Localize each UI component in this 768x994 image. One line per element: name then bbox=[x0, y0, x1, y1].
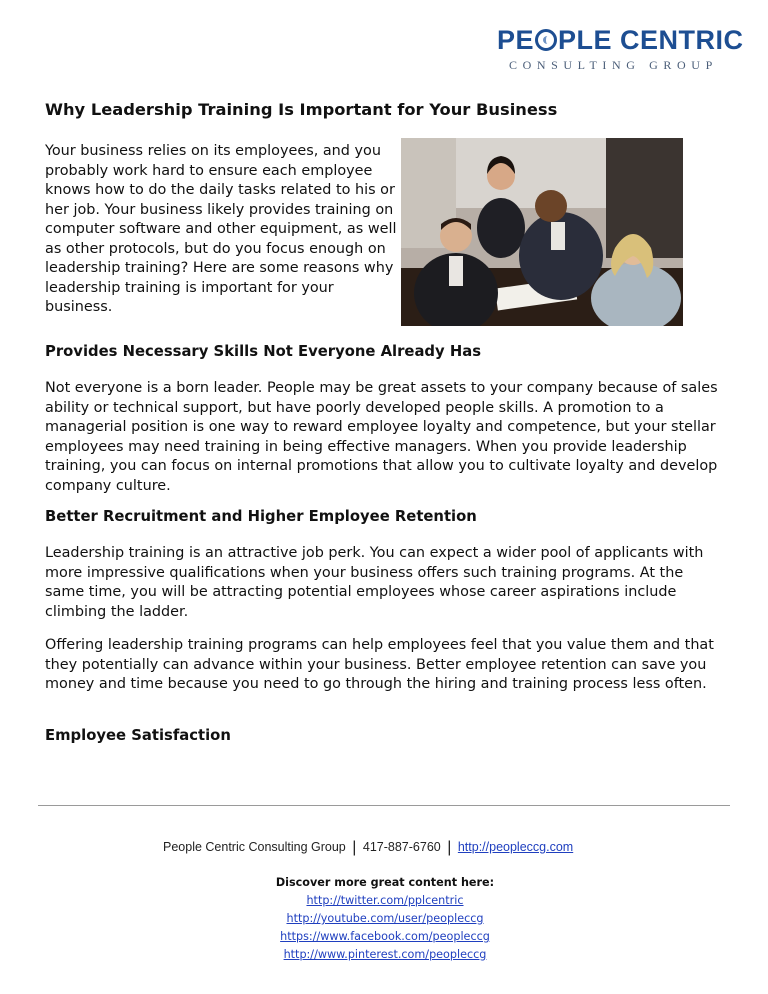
section-heading: Better Recruitment and Higher Employee Retention bbox=[45, 508, 477, 525]
logo-wordmark: PE PLE CENTRIC bbox=[497, 25, 744, 55]
twitter-link[interactable]: http://twitter.com/pplcentric bbox=[306, 894, 464, 907]
discover-heading: Discover more great content here: bbox=[275, 876, 495, 889]
globe-icon bbox=[535, 29, 557, 51]
footer-phone: 417-887-6760 bbox=[362, 840, 441, 854]
section-paragraph: Not everyone is a born leader. People may be great assets to your company because of sales ability or technical support, but have poorly developed people skills. A promotion to a managerial position is one way to reward employee loyalty and competence, but your stellar employees may need training in being effective managers. When you provide leadership training, you can focus on internal promotions that allow you to cultivate loyalty and develop company culture. bbox=[45, 380, 718, 494]
section-heading: Employee Satisfaction bbox=[45, 727, 231, 744]
business-meeting-photo bbox=[401, 138, 683, 326]
pinterest-link[interactable]: http://www.pinterest.com/peopleccg bbox=[283, 948, 487, 961]
footer-separator: | bbox=[447, 839, 452, 856]
section-paragraph: Leadership training is an attractive job perk. You can expect a wider pool of applicants with more impressive qualifications when your business offers such training programs. At the same time, you will be attracting potential employees whose career aspirations include climbing the ladder. bbox=[45, 545, 704, 620]
footer-company: People Centric Consulting Group bbox=[163, 840, 346, 854]
footer-website-link[interactable]: http://peopleccg.com bbox=[457, 840, 574, 854]
facebook-link[interactable]: https://www.facebook.com/peopleccg bbox=[280, 930, 490, 943]
intro-paragraph: Your business relies on its employees, and you probably work hard to ensure each employee knows how to do the daily tasks related to his or her job. Your business likely provides training on computer software and other equipment, as well as other protocols, but do you focus enough on leadership training? Here are some reasons why leadership training is important for your business. bbox=[45, 143, 397, 315]
footer-divider bbox=[38, 805, 730, 806]
footer-separator: | bbox=[352, 839, 357, 856]
youtube-link[interactable]: http://youtube.com/user/peopleccg bbox=[286, 912, 484, 925]
discover-more-block bbox=[200, 874, 570, 964]
section-heading: Provides Necessary Skills Not Everyone Already Has bbox=[45, 343, 482, 360]
page-title: Why Leadership Training Is Important for Your Business bbox=[45, 100, 558, 119]
footer-contact bbox=[163, 839, 573, 857]
company-logo bbox=[497, 25, 744, 73]
logo-subtitle: CONSULTING GROUP bbox=[509, 58, 718, 72]
section-paragraph: Offering leadership training programs can help employees feel that you value them and that they potentially can advance within your business. Better employee retention can save you money and time because you need to go through the hiring and training process less often. bbox=[45, 637, 714, 692]
